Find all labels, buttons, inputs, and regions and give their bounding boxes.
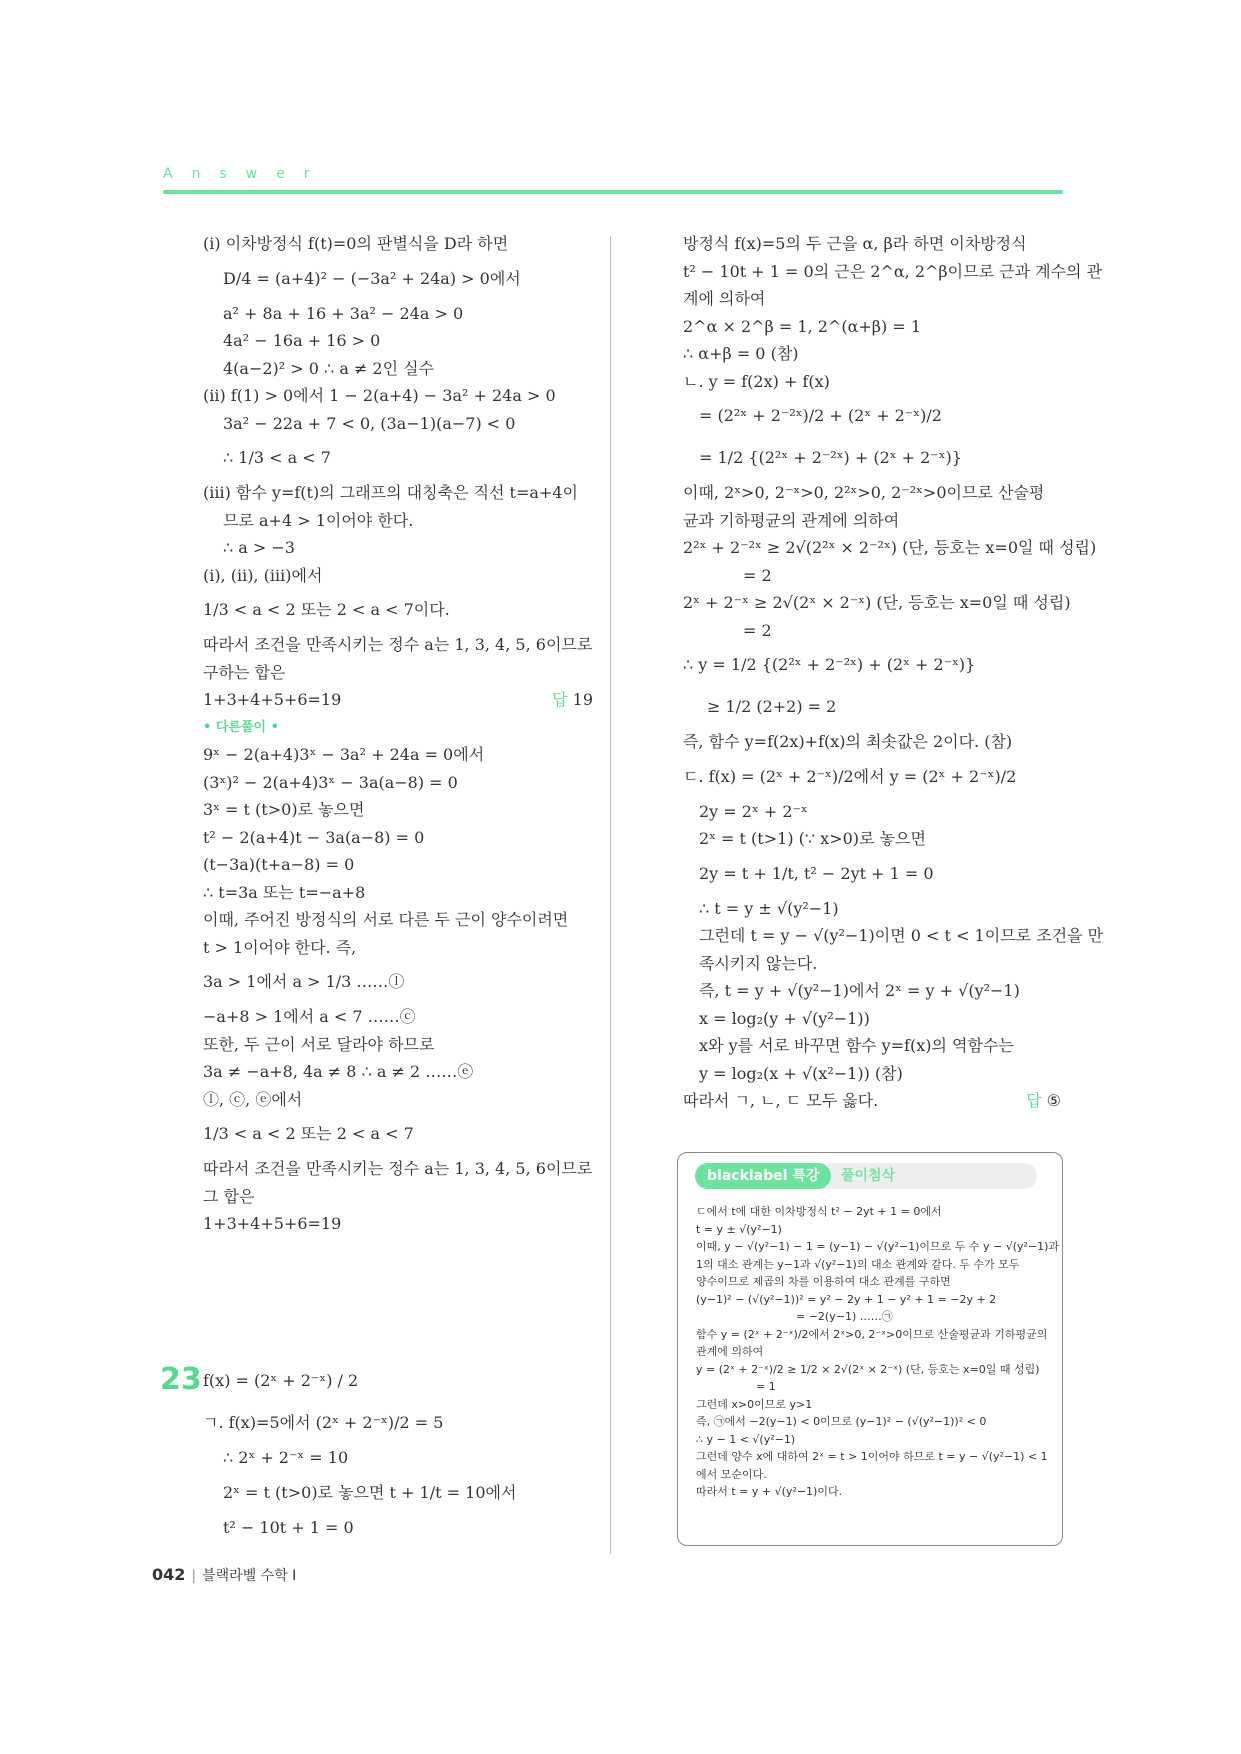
problem-number: 23 [160, 1362, 202, 1397]
page-number: 042 [152, 1565, 186, 1584]
blacklabel-box [677, 1152, 1063, 1546]
solution-line: 4a² − 16a + 16 > 0 [223, 331, 381, 350]
blacklabel-line: 즉, ㉠에서 −2(y−1) < 0이므로 (y−1)² − (√(y²−1))² < 0 [696, 1415, 987, 1428]
solution-line: ≥ 1/2 (2+2) = 2 [707, 697, 837, 716]
solution-line: 2²ˣ + 2⁻²ˣ ≥ 2√(2²ˣ × 2⁻²ˣ) (단, 등호는 x=0일 때 성립) [683, 538, 1097, 557]
solution-line: 계에 의하여 [683, 289, 766, 308]
solution-line: 구하는 합은 [203, 662, 286, 682]
blacklabel-line: (y−1)² − (√(y²−1))² = y² − 2y + 1 − y² + 1 = −2y + 2 [696, 1292, 997, 1306]
blacklabel-line: ㄷ에서 t에 대한 이차방정식 t² − 2yt + 1 = 0에서 [696, 1205, 942, 1218]
solution-line: = 1/2 {(2²ˣ + 2⁻²ˣ) + (2ˣ + 2⁻ˣ)} [699, 448, 962, 467]
solution-line: 이때, 주어진 방정식의 서로 다른 두 근이 양수이려면 [203, 910, 569, 929]
solution-line: t² − 10t + 1 = 0의 근은 2^α, 2^β이므로 근과 계수의 관 [683, 261, 1103, 281]
solution-line: ∴ t = y ± √(y²−1) [699, 898, 839, 918]
solution-line: 3a² − 22a + 7 < 0, (3a−1)(a−7) < 0 [223, 413, 516, 433]
solution-line: 균과 기하평균의 관계에 의하여 [683, 510, 900, 530]
solution-line: 즉, t = y + √(y²−1)에서 2ˣ = y + √(y²−1) [699, 981, 1020, 1000]
answer-header-label: Answer [163, 166, 329, 182]
solution-line: • 다른풀이 • [203, 719, 279, 735]
answer-marker [552, 686, 593, 714]
answer-marker [1026, 1087, 1061, 1115]
blacklabel-title-bar [695, 1163, 1037, 1189]
solution-line: (t−3a)(t+a−8) = 0 [203, 855, 355, 874]
blacklabel-line: 1의 대소 관계는 y−1과 √(y²−1)의 대소 관계와 같다. 두 수가 모두 [696, 1257, 1020, 1271]
answer-value: ⑤ [1046, 1091, 1061, 1110]
blacklabel-line: y = (2ˣ + 2⁻ˣ)/2 ≥ 1/2 × 2√(2ˣ × 2⁻ˣ) (단, 등호는 x=0일 때 성립) [696, 1362, 1040, 1376]
blacklabel-line: 양수이므로 제곱의 차를 이용하여 대소 관계를 구하면 [696, 1275, 951, 1288]
blacklabel-line: = −2(y−1) ……㉠ [796, 1310, 893, 1323]
column-divider [610, 236, 611, 1554]
page-footer [152, 1565, 296, 1585]
blacklabel-line: ∴ y − 1 < √(y²−1) [696, 1432, 796, 1446]
solution-line: 1+3+4+5+6=19 답 19 [203, 686, 593, 714]
solution-line: (ⅰ), (ⅱ), (ⅲ)에서 [203, 565, 323, 585]
blacklabel-title: blacklabel 특강 [695, 1163, 831, 1189]
blacklabel-line: 이때, y − √(y²−1) − 1 = (y−1) − √(y²−1)이므로 두 수 y − √(y²−1)과 [696, 1240, 1060, 1253]
solution-line: t > 1이어야 한다. 즉, [203, 937, 357, 957]
solution-line: 3ˣ = t (t>0)로 놓으면 [203, 800, 365, 819]
solution-line: 2y = 2ˣ + 2⁻ˣ [699, 801, 808, 821]
solution-line: 1/3 < a < 2 또는 2 < a < 7 [203, 1124, 414, 1143]
solution-line: 3a ≠ −a+8, 4a ≠ 8 ∴ a ≠ 2 ……ⓔ [203, 1062, 474, 1081]
problem-23-lines [203, 1360, 593, 1541]
solution-line: (ⅱ) f(1) > 0에서 1 − 2(a+4) − 3a² + 24a > 0 [203, 386, 556, 405]
solution-line: 2ˣ + 2⁻ˣ ≥ 2√(2ˣ × 2⁻ˣ) (단, 등호는 x=0일 때 성립) [683, 593, 1071, 612]
solution-line: 또한, 두 근이 서로 달라야 하므로 [203, 1034, 435, 1054]
answer-label: 답 [1026, 1091, 1042, 1110]
solution-line: 9ˣ − 2(a+4)3ˣ − 3a² + 24a = 0에서 [203, 745, 485, 764]
solution-line: a² + 8a + 16 + 3a² − 24a > 0 [223, 303, 464, 323]
solution-line: 1/3 < a < 2 또는 2 < a < 7이다. [203, 600, 450, 619]
blacklabel-line: = 1 [756, 1380, 776, 1393]
problem-line: ∴ 2ˣ + 2⁻ˣ = 10 [223, 1448, 349, 1467]
solution-line: x와 y를 서로 바꾸면 함수 y=f(x)의 역함수는 [699, 1036, 1014, 1055]
solution-line: 므로 a+4 > 1이어야 한다. [223, 510, 414, 530]
blacklabel-line: 에서 모순이다. [696, 1467, 767, 1481]
blacklabel-line: t = y ± √(y²−1) [696, 1222, 782, 1236]
solution-line: ∴ y = 1/2 {(2²ˣ + 2⁻²ˣ) + (2ˣ + 2⁻ˣ)} [683, 655, 976, 674]
solution-line: = (2²ˣ + 2⁻²ˣ)/2 + (2ˣ + 2⁻ˣ)/2 [699, 406, 942, 425]
solution-line: D/4 = (a+4)² − (−3a² + 24a) > 0에서 [223, 268, 521, 288]
problem-line: 2ˣ = t (t>0)로 놓으면 t + 1/t = 10에서 [223, 1482, 517, 1502]
solution-line: 1+3+4+5+6=19 [203, 1214, 342, 1233]
solution-line: 이때, 2ˣ>0, 2⁻ˣ>0, 2²ˣ>0, 2⁻²ˣ>0이므로 산술평 [683, 483, 1045, 502]
solution-line: x = log₂(y + √(y²−1)) [699, 1008, 870, 1028]
solution-line: (ⅰ) 이차방정식 f(t)=0의 판별식을 D라 하면 [203, 234, 509, 253]
answer-label: 답 [552, 690, 568, 709]
solution-line: ∴ t=3a 또는 t=−a+8 [203, 882, 366, 902]
solution-line: 2^α × 2^β = 1, 2^(α+β) = 1 [683, 316, 922, 336]
solution-line: = 2 [743, 565, 772, 585]
solution-line: 2y = t + 1/t, t² − 2yt + 1 = 0 [699, 863, 934, 883]
solution-line: ∴ α+β = 0 (참) [683, 344, 799, 363]
right-column [683, 230, 1104, 1115]
header-divider [163, 190, 1063, 194]
solution-line: y = log₂(x + √(x²−1)) (참) [699, 1063, 903, 1083]
blacklabel-subtitle: 풀이첨삭 [841, 1168, 896, 1184]
solution-line: 3a > 1에서 a > 1/3 ……ⓛ [203, 972, 405, 991]
left-column [203, 230, 593, 1238]
solution-line: 따라서 ㄱ, ㄴ, ㄷ 모두 옳다. 답 ⑤ [683, 1087, 1061, 1115]
solution-line: ∴ 1/3 < a < 7 [223, 448, 331, 467]
solution-line: 즉, 함수 y=f(2x)+f(x)의 최솟값은 2이다. (참) [683, 732, 1013, 751]
solution-line: (ⅲ) 함수 y=f(t)의 그래프의 대칭축은 직선 t=a+4이 [203, 483, 578, 502]
solution-line: 방정식 f(x)=5의 두 근을 α, β라 하면 이차방정식 [683, 234, 1027, 253]
blacklabel-line: 그런데 x>0이므로 y>1 [696, 1397, 813, 1411]
solution-line: 2ˣ = t (t>1) (∵ x>0)로 놓으면 [699, 829, 926, 848]
blacklabel-line: 그런데 양수 x에 대하여 2ˣ = t > 1이어야 하므로 t = y − √(y²−1) < 1 [696, 1450, 1048, 1463]
solution-line: (3ˣ)² − 2(a+4)3ˣ − 3a(a−8) = 0 [203, 772, 458, 792]
solution-line: ㄴ. y = f(2x) + f(x) [683, 371, 830, 391]
answer-value: 19 [572, 690, 593, 709]
solution-line: 족시키지 않는다. [699, 953, 818, 973]
solution-line: = 2 [743, 620, 772, 640]
blacklabel-line: 함수 y = (2ˣ + 2⁻ˣ)/2에서 2ˣ>0, 2⁻ˣ>0이므로 산술평균과 기하평균의 [696, 1327, 1048, 1341]
solution-line: ∴ a > −3 [223, 538, 295, 557]
blacklabel-body [696, 1203, 1060, 1501]
solution-line: 따라서 조건을 만족시키는 정수 a는 1, 3, 4, 5, 6이므로 [203, 1159, 593, 1178]
solution-line: t² − 2(a+4)t − 3a(a−8) = 0 [203, 827, 425, 847]
solution-line: ㄷ. f(x) = (2ˣ + 2⁻ˣ)/2에서 y = (2ˣ + 2⁻ˣ)/2 [683, 766, 1017, 786]
footer-separator: | [191, 1568, 197, 1584]
solution-line: ⓛ, ⓒ, ⓔ에서 [203, 1089, 303, 1109]
solution-line: 그런데 t = y − √(y²−1)이면 0 < t < 1이므로 조건을 만 [699, 926, 1104, 945]
solution-line: 4(a−2)² > 0 ∴ a ≠ 2인 실수 [223, 358, 435, 378]
problem-line: ㄱ. f(x)=5에서 (2ˣ + 2⁻ˣ)/2 = 5 [203, 1413, 444, 1432]
blacklabel-line: 따라서 t = y + √(y²−1)이다. [696, 1485, 843, 1498]
book-title: 블랙라벨 수학 I [202, 1568, 297, 1584]
problem-line: f(x) = (2ˣ + 2⁻ˣ) / 2 [203, 1371, 359, 1390]
problem-line: t² − 10t + 1 = 0 [223, 1517, 354, 1537]
blacklabel-line: 관계에 의하여 [696, 1345, 764, 1358]
solution-line: −a+8 > 1에서 a < 7 ……ⓒ [203, 1007, 416, 1026]
solution-line: 따라서 조건을 만족시키는 정수 a는 1, 3, 4, 5, 6이므로 [203, 635, 593, 654]
solution-line: 그 합은 [203, 1186, 255, 1206]
